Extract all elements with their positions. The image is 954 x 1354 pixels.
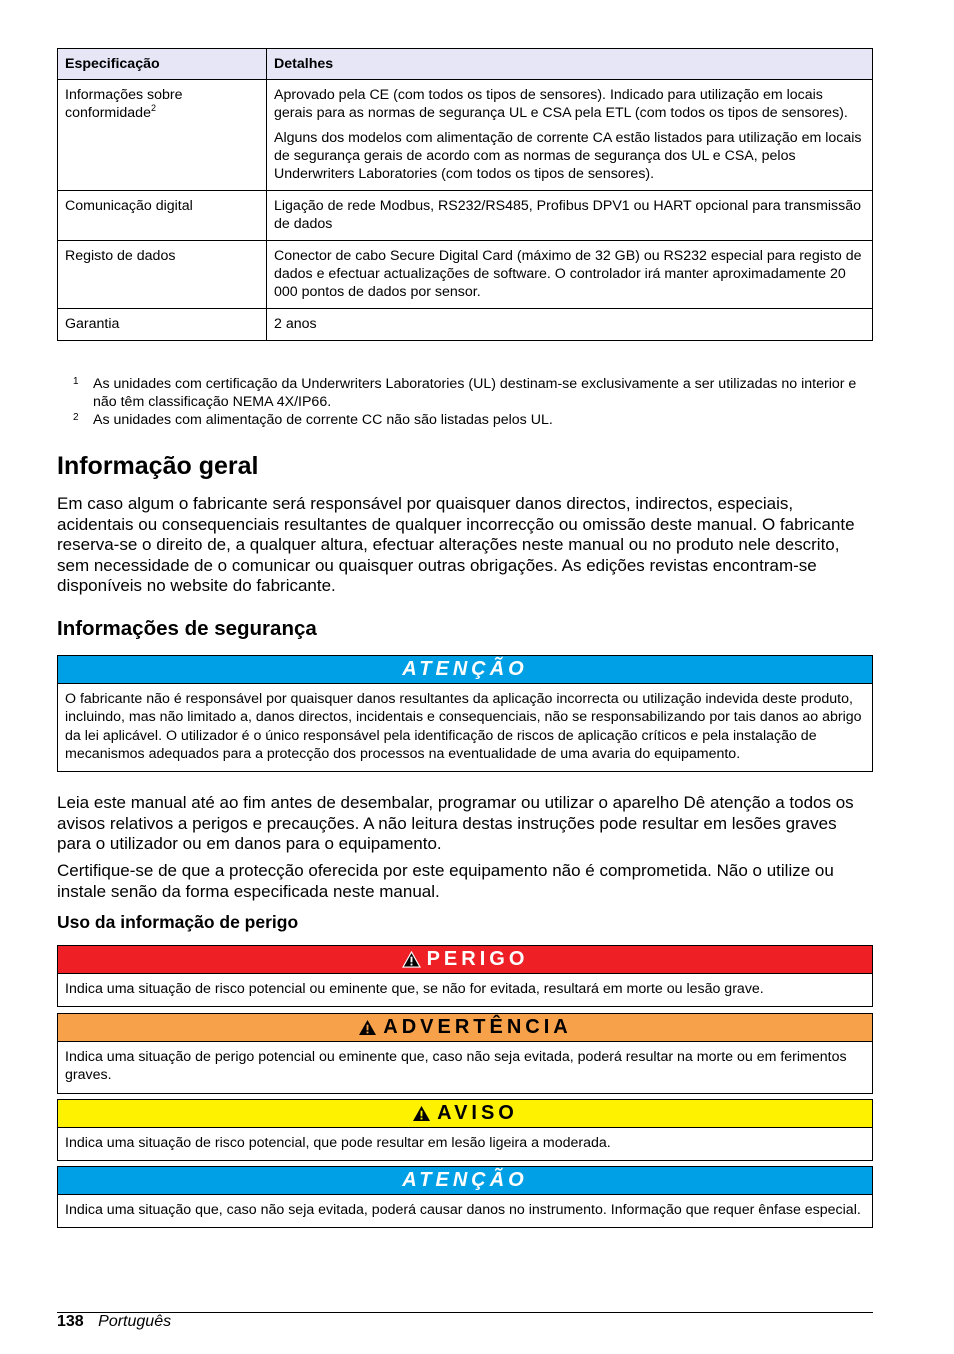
notice-text: O fabricante não é responsável por quaisquer danos resultantes da aplicação incorrecta ou utilização indevida deste produto, incluindo, mas não limitado a, danos directos, incidentais e consequenciais, não se responsabilizando por tais danos ao abrigo da lei aplicável. O utilizador é o único responsável pela identificação de riscos de aplicação críticos e pela instalação de mecanismos adequados para a protecção dos processos na eventualidade de uma avaria do equipamento.: [65, 691, 862, 762]
page-number: 138: [57, 1313, 84, 1330]
caution-label: AVISO: [437, 1102, 518, 1124]
section-title-general: Informação geral: [57, 452, 259, 480]
footnote-ref: 2: [150, 103, 156, 113]
table-row: [58, 80, 873, 191]
column-header-details: Detalhes: [267, 49, 873, 80]
details-cell: [267, 309, 873, 341]
specification-table: [57, 48, 873, 341]
footnote: [57, 411, 873, 429]
caution-text: Indica uma situação de risco potencial, que pode resultar em lesão ligeira a moderada.: [65, 1135, 611, 1151]
warning-header: [58, 1014, 872, 1042]
spec-cell: Comunicação digital: [58, 191, 267, 241]
warning-box: [57, 1013, 873, 1094]
footnote-text: As unidades com alimentação de corrente CC não são listadas pelos UL.: [93, 412, 553, 428]
details-cell: [267, 241, 873, 309]
warning-triangle-icon: [358, 1019, 377, 1036]
footnote-number: 1: [73, 376, 79, 387]
notice-box: [57, 1166, 873, 1228]
warning-triangle-icon: [402, 951, 421, 968]
table-header-row: [58, 49, 873, 80]
footnote-text: As unidades com certificação da Underwriters Laboratories (UL) destinam-se exclusivamente a ser utilizadas no interior e não têm classificação NEMA 4X/IP66.: [93, 376, 857, 410]
page-footer: [57, 1312, 171, 1332]
section-title-hazard: Uso da informação de perigo: [57, 912, 299, 932]
details-text: Conector de cabo Secure Digital Card (máximo de 32 GB) ou RS232 especial para registo de dados e efectuar actualizações de software. O controlador irá manter aproximadamente 20 000 pontos de dados por sensor.: [274, 248, 862, 300]
spec-cell: Registo de dados: [58, 241, 267, 309]
table-row: [58, 241, 873, 309]
danger-header: [58, 946, 872, 974]
caution-header: [58, 1100, 872, 1128]
section-title-safety: Informações de segurança: [57, 617, 317, 640]
warning-label: ADVERTÊNCIA: [383, 1016, 572, 1038]
footnote-number: 2: [73, 412, 79, 423]
safety-paragraph-2: Certifique-se de que a protecção oferecida por este equipamento não é comprometida. Não o utilize ou instale senão da forma especificada neste manual.: [57, 861, 834, 901]
details-text: Alguns dos modelos com alimentação de corrente CA estão listados para utilização em locais de segurança gerais de acordo com as normas de segurança dos UL e CSA, pelos Underwriters Laboratories (com todos os tipos de sensores).: [274, 130, 862, 182]
warning-triangle-icon: [412, 1105, 431, 1122]
details-text: 2 anos: [274, 316, 317, 332]
details-text: Aprovado pela CE (com todos os tipos de sensores). Indicado para utilização em locais gerais para as normas de segurança UL e CSA pela ETL (com todos os tipos de sensores).: [274, 87, 848, 121]
spec-label: Informações sobre conformidade: [65, 87, 183, 121]
general-paragraph: Em caso algum o fabricante será responsável por quaisquer danos directos, indirectos, especiais, acidentais ou consequenciais resultantes de qualquer incorrecção ou omissão deste manual. O fabricante reserva-se o direito de, a qualquer altura, efectuar alterações neste manual ou no produto nele descrito, sem necessidade de o comunicar ou quaisquer outras obrigações. As edições revistas encontram-se disponíveis no website do fabricante.: [57, 494, 855, 595]
notice-header: ATENÇÃO: [58, 656, 872, 684]
details-cell: [267, 191, 873, 241]
column-header-specification: Especificação: [58, 49, 267, 80]
details-text: Ligação de rede Modbus, RS232/RS485, Profibus DPV1 ou HART opcional para transmissão de dados: [274, 198, 862, 232]
notice-text: Indica uma situação que, caso não seja evitada, poderá causar danos no instrumento. Informação que requer ênfase especial.: [65, 1202, 861, 1218]
spec-cell: [58, 80, 267, 191]
danger-text: Indica uma situação de risco potencial ou eminente que, se não for evitada, resultará em morte ou lesão grave.: [65, 981, 764, 997]
details-cell: [267, 80, 873, 191]
danger-box: [57, 945, 873, 1007]
table-row: [58, 309, 873, 341]
table-row: [58, 191, 873, 241]
safety-paragraph-1: Leia este manual até ao fim antes de desembalar, programar ou utilizar o aparelho Dê atenção a todos os avisos relativos a perigos e precauções. A não leitura destas instruções pode resultar em lesões graves para o utilizador ou em danos para o equipamento.: [57, 793, 854, 853]
danger-label: PERIGO: [426, 948, 529, 970]
notice-box: [57, 655, 873, 772]
notice-header: ATENÇÃO: [58, 1167, 872, 1195]
footnote: [57, 375, 873, 411]
footer-divider: [57, 1312, 873, 1313]
spec-cell: Garantia: [58, 309, 267, 341]
warning-text: Indica uma situação de perigo potencial ou eminente que, caso não seja evitada, poderá resultar na morte ou em ferimentos graves.: [65, 1049, 847, 1084]
footer-language: Português: [98, 1313, 172, 1330]
footnotes: [57, 375, 873, 429]
caution-box: [57, 1099, 873, 1161]
